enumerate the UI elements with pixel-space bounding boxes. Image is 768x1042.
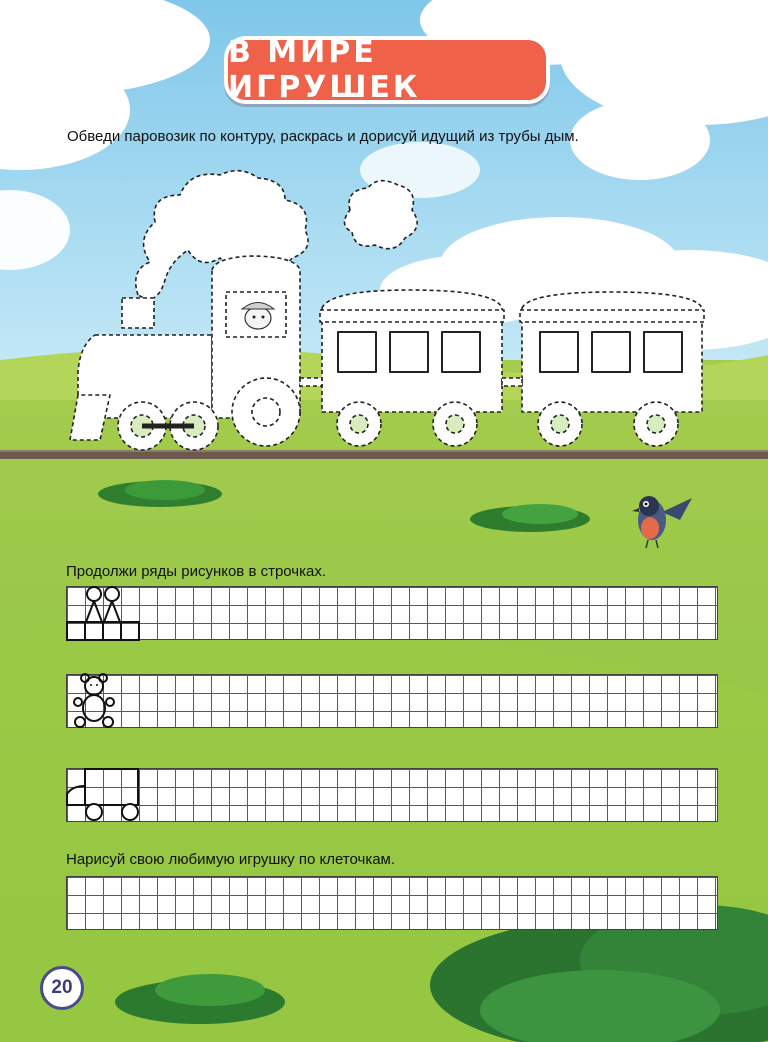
page-number: 20 (40, 966, 84, 1010)
title-badge (224, 36, 550, 104)
train-car-icon (502, 292, 704, 446)
teddy-bear-icon (66, 674, 146, 728)
instruction-trace-train: Обведи паровозик по контуру, раскрась и дорисуй идущий из трубы дым. (67, 128, 579, 145)
drawing-grid-stick-figures[interactable] (66, 586, 718, 640)
page-title: В МИРЕ ИГРУШЕК (228, 35, 421, 105)
instruction-draw-toy: Нарисуй свою любимую игрушку по клеточкам. (66, 851, 396, 868)
drawing-grid-truck[interactable] (66, 768, 718, 822)
drawing-grid-free[interactable] (66, 876, 718, 930)
train-car-icon (300, 290, 504, 446)
truck-icon (66, 768, 146, 822)
instruction-continue-rows: Продолжи ряды рисунков в строчках. (66, 563, 327, 580)
stick-figure-blocks-icon (66, 586, 146, 640)
locomotive-icon (70, 256, 300, 450)
drawing-grid-teddy-bear[interactable] (66, 674, 718, 728)
